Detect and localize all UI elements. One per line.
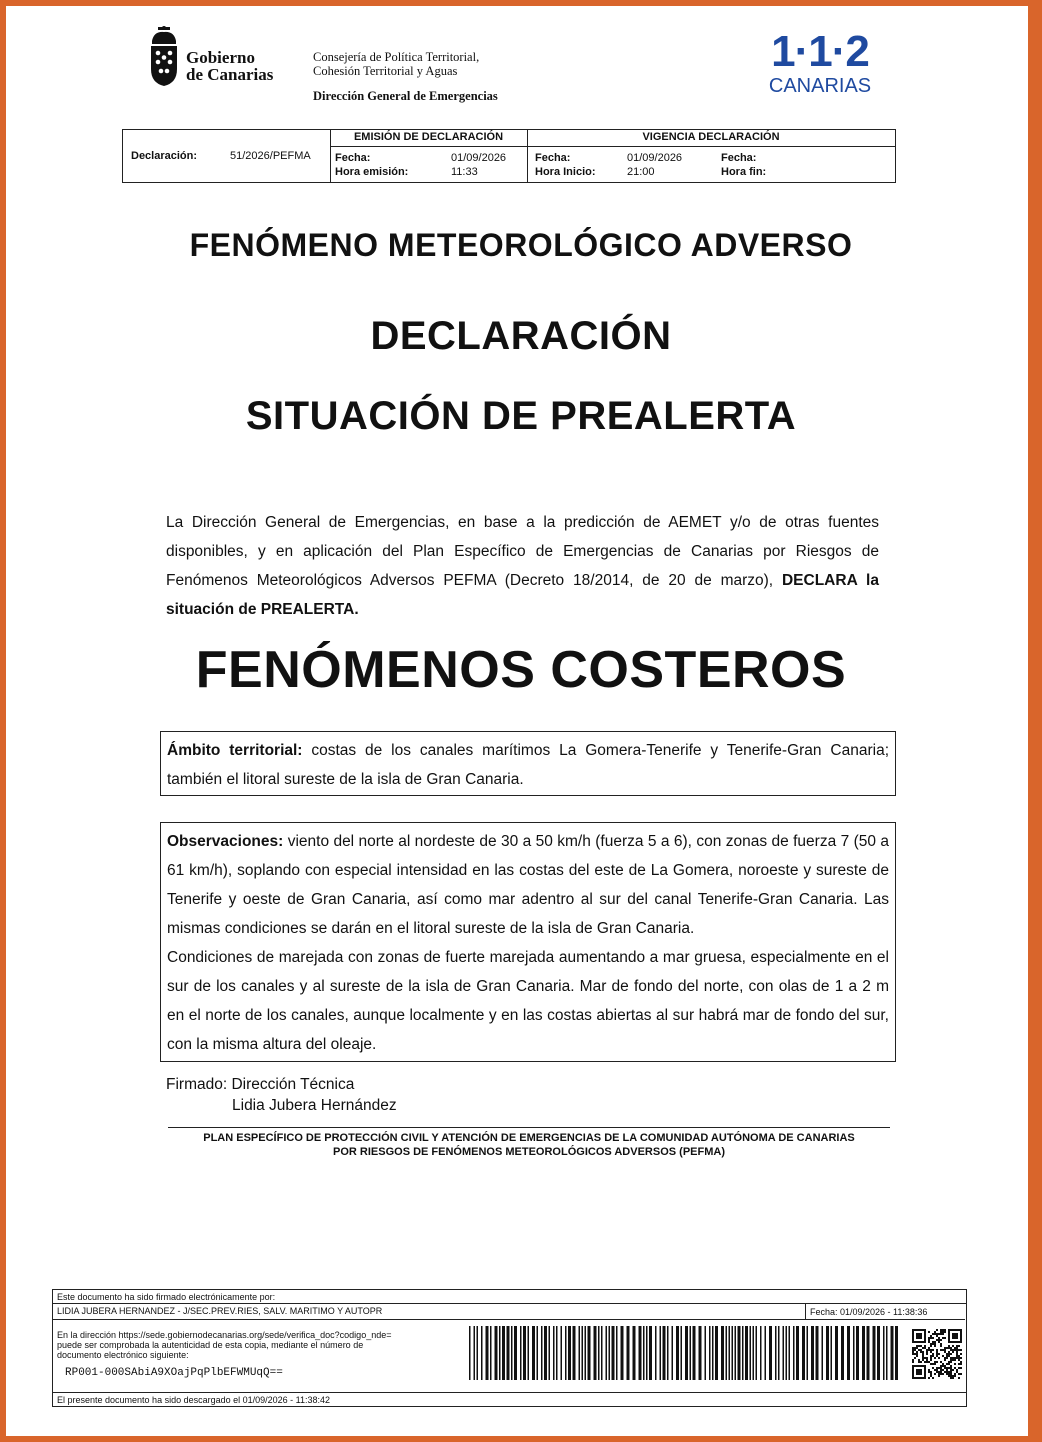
fecha-cell bbox=[805, 1304, 965, 1320]
plan-line1: PLAN ESPECÍFICO DE PROTECCIÓN CIVIL Y ATENCIÓN DE EMERGENCIAS DE LA COMUNIDAD AUTÓNOMA DE CANARIAS bbox=[203, 1132, 855, 1144]
gobierno-name bbox=[186, 49, 273, 83]
logo-112-number: 1·1·2 bbox=[771, 27, 869, 76]
declaracion-label: Declaración: bbox=[131, 150, 198, 162]
title-situacion: SITUACIÓN DE PREALERTA bbox=[245, 394, 797, 438]
logo-112-text: CANARIAS bbox=[768, 75, 872, 97]
vigencia-fecha-label: Fecha: bbox=[535, 152, 571, 164]
document-code: RP001-000SAbiA9XOajPqPlbEFWMUqQ== bbox=[65, 1367, 283, 1379]
signer-name: LIDIA JUBERA HERNANDEZ - J/SEC.PREV.RIES, SALV. MARITIMO Y AUTOPR bbox=[57, 1306, 383, 1316]
emision-hora-value: 11:33 bbox=[451, 166, 478, 178]
vigencia-hora-inicio-value: 21:00 bbox=[627, 166, 655, 178]
title-fenomeno: FENÓMENO METEOROLÓGICO ADVERSO bbox=[189, 227, 853, 263]
emision-fecha-value: 01/09/2026 bbox=[451, 152, 507, 164]
observaciones-paragraph-2: Condiciones de marejada con zonas de fuerte marejada aumentando a mar gruesa, especialmente en el sur de los canales y al sureste de la isla de Gran Canaria. Mar de fondo del norte, con olas de 1 a 2 m en el norte de los canales, aunque localmente y en las costas abiertas al sur habrá mar de fondo del sur, con la misma altura del oleaje. bbox=[167, 949, 889, 1053]
ambito-box bbox=[160, 731, 896, 796]
emision-fecha-label: Fecha: bbox=[335, 152, 371, 164]
title-declaracion: DECLARACIÓN bbox=[370, 314, 672, 358]
e-signature-box bbox=[52, 1289, 967, 1407]
signature-date: Fecha: 01/09/2026 - 11:38:36 bbox=[810, 1307, 928, 1317]
vigencia-fecha-value: 01/09/2026 bbox=[627, 152, 683, 164]
coat-of-arms-icon bbox=[146, 25, 182, 87]
observaciones-box bbox=[160, 822, 896, 1062]
firmado-block bbox=[166, 1074, 397, 1116]
verify-text bbox=[57, 1330, 391, 1360]
consejeria-line1: Consejería de Política Territorial, bbox=[313, 50, 480, 64]
document-page bbox=[6, 6, 1028, 1436]
ambito-label: Ámbito territorial: bbox=[167, 742, 303, 759]
verify-line2: puede ser comprobada la autenticidad de esta copia, mediante el número de bbox=[57, 1340, 364, 1350]
title-fenomenos-costeros: FENÓMENOS COSTEROS bbox=[195, 641, 847, 699]
download-notice: El presente documento ha sido descargado el 01/09/2026 - 11:38:42 bbox=[57, 1395, 331, 1405]
declaracion-table bbox=[122, 129, 896, 183]
ambito-text: costas de los canales marítimos La Gomera-Tenerife y Tenerife-Gran Canaria; también el litoral sureste de la isla de Gran Canaria. bbox=[167, 742, 889, 788]
consejeria bbox=[313, 50, 479, 78]
emision-header: EMISIÓN DE DECLARACIÓN bbox=[353, 131, 504, 143]
signed-by-label: Este documento ha sido firmado electrónicamente por: bbox=[57, 1292, 276, 1302]
gov-line2: de Canarias bbox=[186, 65, 274, 84]
observaciones-paragraph-1 bbox=[167, 827, 889, 943]
emision-hora-label: Hora emisión: bbox=[335, 166, 409, 178]
page-border bbox=[1028, 0, 1042, 1442]
intro-text: La Dirección General de Emergencias, en base a la predicción de AEMET y/o de otras fuentes disponibles, y en aplicación del Plan Específico de Emergencias de Canarias por Riesgos de Fenómenos Meteorológicos Adversos PEFMA (Decreto 18/2014, de 20 de marzo), bbox=[166, 514, 879, 589]
plan-line2: POR RIESGOS DE FENÓMENOS METEOROLÓGICOS ADVERSOS (PEFMA) bbox=[333, 1146, 725, 1158]
table-divider bbox=[330, 146, 895, 147]
intro-bold: DECLARA la situación de PREALERTA. bbox=[166, 572, 879, 618]
footer-divider bbox=[53, 1392, 966, 1393]
observaciones-label: Observaciones: bbox=[167, 833, 284, 850]
qr-code-icon bbox=[912, 1329, 962, 1379]
verify-line3: documento electrónico siguiente: bbox=[57, 1350, 189, 1360]
footer-divider bbox=[53, 1319, 805, 1320]
vigencia-fecha-fin-label: Fecha: bbox=[721, 152, 757, 164]
intro-paragraph bbox=[166, 508, 879, 624]
vigencia-header: VIGENCIA DECLARACIÓN bbox=[642, 131, 780, 143]
logo-112-canarias bbox=[764, 27, 876, 100]
firmado-name: Lidia Jubera Hernández bbox=[232, 1097, 397, 1114]
vigencia-hora-inicio-label: Hora Inicio: bbox=[535, 166, 596, 178]
plan-divider bbox=[168, 1127, 890, 1128]
declaracion-value: 51/2026/PEFMA bbox=[230, 150, 311, 162]
plan-title bbox=[130, 1131, 928, 1159]
gov-line1: Gobierno bbox=[186, 48, 255, 67]
observaciones-text-1: viento del norte al nordeste de 30 a 50 km/h (fuerza 5 a 6), con zonas de fuerza 7 (50 a 61 km/h), soplando con especial intensidad en las costas del este de La Gomera, noroeste y sureste de Tenerife y oeste de Gran Canaria, así como mar adentro al sur del canal Tenerife-Gran Canaria. Las mismas condiciones se darán en el litoral sureste de la isla de Gran Canaria. bbox=[167, 833, 889, 937]
gobierno-canarias-logo bbox=[146, 25, 296, 91]
firmado-label: Firmado: Dirección Técnica bbox=[166, 1076, 355, 1093]
verify-line1: En la dirección https://sede.gobiernodecanarias.org/sede/verifica_doc?codigo_nde= bbox=[57, 1330, 392, 1340]
barcode-icon bbox=[469, 1326, 903, 1380]
vigencia-hora-fin-label: Hora fin: bbox=[721, 166, 767, 178]
consejeria-line2: Cohesión Territorial y Aguas bbox=[313, 64, 458, 78]
direccion-general: Dirección General de Emergencias bbox=[313, 89, 498, 103]
